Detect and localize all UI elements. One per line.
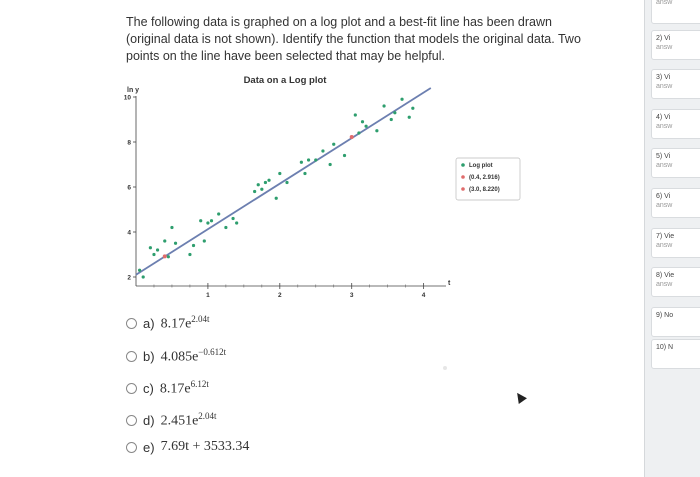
mouse-cursor-icon bbox=[513, 390, 527, 404]
option-d-expression: $2.451e^{2.04t}$ bbox=[160, 410, 217, 429]
data-point-43 bbox=[400, 98, 403, 101]
best-fit-line bbox=[136, 88, 431, 275]
data-point-24 bbox=[275, 197, 278, 200]
data-point-32 bbox=[329, 163, 332, 166]
data-point-37 bbox=[361, 120, 364, 123]
highlighted-point-0 bbox=[163, 254, 167, 258]
y-tick-label-8: 8 bbox=[127, 139, 131, 147]
data-point-13 bbox=[206, 221, 209, 224]
data-point-1 bbox=[142, 275, 145, 278]
x-tick-label-3: 3 bbox=[349, 292, 354, 299]
data-point-0 bbox=[138, 269, 141, 272]
data-point-40 bbox=[382, 104, 385, 107]
legend-label-1: (0.4, 2.916) bbox=[469, 175, 500, 181]
data-point-26 bbox=[285, 181, 288, 184]
question-nav-sidebar bbox=[644, 0, 700, 477]
data-point-8 bbox=[174, 242, 177, 245]
data-point-25 bbox=[278, 172, 281, 175]
data-point-16 bbox=[224, 226, 227, 229]
radio-e[interactable] bbox=[126, 442, 137, 453]
y-tick-label-6: 6 bbox=[127, 184, 131, 192]
log-plot-chart bbox=[118, 66, 598, 302]
radio-a[interactable] bbox=[126, 318, 137, 329]
data-point-22 bbox=[264, 181, 267, 184]
data-point-30 bbox=[314, 158, 317, 161]
option-b-letter: b) bbox=[143, 348, 155, 364]
nav-item-8[interactable]: 8) Vie answ bbox=[651, 267, 700, 297]
option-a[interactable] bbox=[126, 310, 210, 336]
data-point-20 bbox=[257, 183, 260, 186]
nav-item-7[interactable]: 7) Vie answ bbox=[651, 228, 700, 258]
data-point-18 bbox=[235, 221, 238, 224]
x-tick-label-2: 2 bbox=[277, 292, 282, 299]
option-a-expression: $8.17e^{2.04t}$ bbox=[160, 313, 210, 332]
decorative-dot bbox=[443, 366, 447, 370]
option-b[interactable] bbox=[126, 343, 226, 369]
nav-item-5[interactable]: 5) Vi answ bbox=[651, 148, 700, 178]
legend-label-2: (3.0, 8.220) bbox=[469, 187, 500, 193]
option-e-expression: 7.69t + 3533.34 bbox=[160, 439, 250, 454]
data-point-28 bbox=[303, 172, 306, 175]
data-point-6 bbox=[167, 255, 170, 258]
data-point-14 bbox=[210, 219, 213, 222]
data-point-41 bbox=[390, 118, 393, 121]
data-point-10 bbox=[192, 244, 195, 247]
nav-item-1[interactable]: answ bbox=[651, 0, 700, 24]
data-point-5 bbox=[163, 239, 166, 242]
legend-marker-1 bbox=[461, 175, 465, 179]
data-point-27 bbox=[300, 161, 303, 164]
x-tick-label-1: 1 bbox=[206, 292, 210, 299]
y-axis-label: ln y bbox=[127, 87, 140, 94]
option-a-letter: a) bbox=[143, 315, 155, 331]
data-point-42 bbox=[393, 111, 396, 114]
data-point-36 bbox=[357, 131, 360, 134]
highlighted-point-1 bbox=[350, 135, 354, 139]
radio-b[interactable] bbox=[126, 351, 137, 362]
option-d-letter: d) bbox=[143, 412, 155, 428]
data-point-11 bbox=[199, 219, 202, 222]
data-point-38 bbox=[364, 125, 367, 128]
radio-c[interactable] bbox=[126, 383, 137, 394]
legend-label-0: Log plot bbox=[469, 163, 493, 169]
option-c[interactable] bbox=[126, 375, 209, 401]
option-e-letter: e) bbox=[143, 439, 155, 455]
data-point-31 bbox=[321, 149, 324, 152]
nav-item-3[interactable]: 3) Vi answ bbox=[651, 69, 700, 99]
data-point-29 bbox=[307, 158, 310, 161]
data-point-35 bbox=[354, 113, 357, 116]
data-point-2 bbox=[149, 246, 152, 249]
nav-item-9[interactable]: 9) No bbox=[651, 307, 700, 337]
nav-item-6[interactable]: 6) Vi answ bbox=[651, 188, 700, 218]
question-text: The following data is graphed on a log plot and a best-fit line has been drawn (original data is not shown). Identify the function that models the original data. Two points on the line have been selected that may be helpful. bbox=[126, 15, 581, 63]
data-point-7 bbox=[170, 226, 173, 229]
option-e[interactable] bbox=[126, 434, 249, 460]
nav-item-2[interactable]: 2) Vi answ bbox=[651, 30, 700, 60]
data-point-34 bbox=[343, 154, 346, 157]
y-tick-label-2: 2 bbox=[127, 274, 131, 282]
option-c-expression: $8.17e^{6.12t}$ bbox=[159, 378, 209, 397]
y-tick-label-4: 4 bbox=[127, 229, 131, 237]
data-point-17 bbox=[231, 217, 234, 220]
radio-d[interactable] bbox=[126, 415, 137, 426]
data-point-19 bbox=[253, 190, 256, 193]
option-b-expression: $4.085e^{-0.612t}$ bbox=[160, 346, 227, 365]
data-point-39 bbox=[375, 129, 378, 132]
data-point-21 bbox=[260, 188, 263, 191]
data-point-4 bbox=[156, 248, 159, 251]
nav-item-10[interactable]: 10) N bbox=[651, 339, 700, 369]
legend-marker-2 bbox=[461, 187, 465, 191]
data-point-23 bbox=[267, 179, 270, 182]
data-point-3 bbox=[152, 253, 155, 256]
data-point-15 bbox=[217, 212, 220, 215]
data-point-33 bbox=[332, 143, 335, 146]
nav-item-4[interactable]: 4) Vi answ bbox=[651, 109, 700, 139]
y-tick-label-10: 10 bbox=[123, 94, 131, 102]
chart-title: Data on a Log plot bbox=[243, 75, 327, 86]
option-c-letter: c) bbox=[143, 380, 154, 396]
data-point-12 bbox=[203, 239, 206, 242]
data-point-45 bbox=[411, 107, 414, 110]
data-point-9 bbox=[188, 253, 191, 256]
data-point-44 bbox=[408, 116, 411, 119]
legend-marker-0 bbox=[461, 163, 465, 167]
x-axis-label: t bbox=[448, 280, 451, 287]
x-tick-label-4: 4 bbox=[421, 292, 426, 299]
option-d[interactable] bbox=[126, 407, 217, 433]
